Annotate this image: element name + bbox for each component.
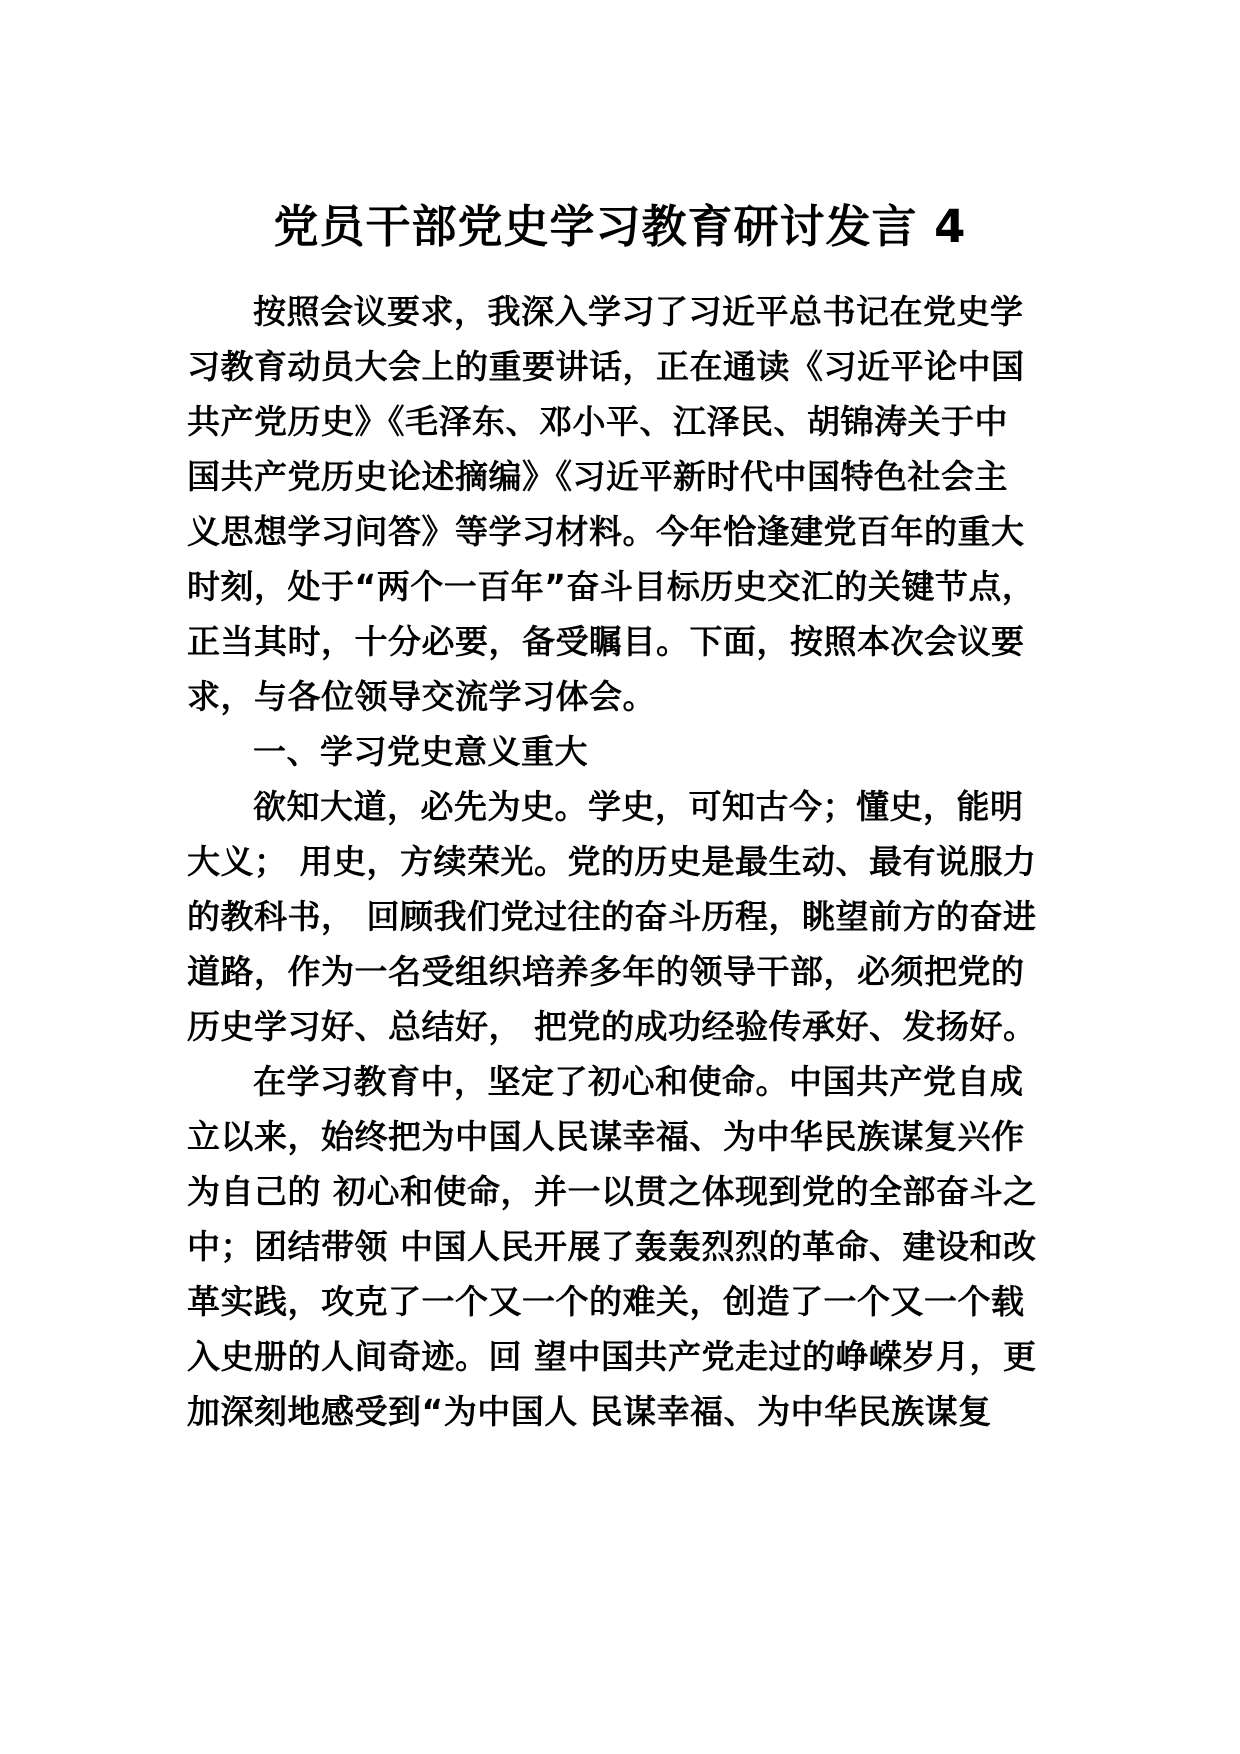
paragraph-line: 入史册的人间奇迹。回 望中国共产党走过的峥嵘岁月，更	[187, 1337, 1037, 1376]
paragraph-line: 在学习教育中，坚定了初心和使命。中国共产党自成	[253, 1062, 1024, 1101]
paragraph-line: 道路，作为一名受组织培养多年的领导干部，必须把党的	[187, 952, 1025, 991]
paragraph-line: 共产党历史》《毛泽东、邓小平、江泽民、胡锦涛关于中	[187, 402, 1008, 441]
paragraph-line: 义思想学习问答》等学习材料。今年恰逢建党百年的重大	[187, 512, 1025, 551]
paragraph-line: 革实践，攻克了一个又一个的难关，创造了一个又一个载	[187, 1282, 1025, 1321]
paragraph-line: 历史学习好、总结好， 把党的成功经验传承好、发扬好。	[187, 1007, 1037, 1046]
paragraph-line: 的教科书， 回顾我们党过往的奋斗历程，眺望前方的奋进	[187, 897, 1037, 936]
paragraph-line: 加深刻地感受到“为中国人 民谋幸福、为中华民族谋复	[187, 1392, 992, 1431]
section-heading: 一、学习党史意义重大	[253, 732, 588, 771]
document-title: 党员干部党史学习教育研讨发言 4	[273, 200, 967, 253]
paragraph-line: 中；团结带领 中国人民开展了轰轰烈烈的革命、建设和改	[187, 1227, 1037, 1266]
paragraph-line: 时刻，处于“两个一百年”奋斗目标历史交汇的关键节点，	[187, 567, 1036, 606]
paragraph-line: 按照会议要求，我深入学习了习近平总书记在党史学	[253, 292, 1024, 331]
paragraph-line: 欲知大道，必先为史。学史，可知古今；懂史，能明	[253, 787, 1024, 826]
paragraph-line: 国共产党历史论述摘编》《习近平新时代中国特色社会主	[187, 457, 1008, 496]
paragraph-line: 立以来，始终把为中国人民谋幸福、为中华民族谋复兴作	[187, 1117, 1025, 1156]
paragraph-line: 大义； 用史，方续荣光。党的历史是最生动、最有说服力	[187, 842, 1037, 881]
paragraph-line: 为自己的 初心和使命，并一以贯之体现到党的全部奋斗之	[187, 1172, 1037, 1211]
paragraph-line: 习教育动员大会上的重要讲话，正在通读《习近平论中国	[187, 347, 1025, 386]
paragraph-line: 求，与各位领导交流学习体会。	[187, 677, 656, 716]
paragraph-line: 正当其时，十分必要，备受瞩目。下面，按照本次会议要	[187, 622, 1025, 661]
